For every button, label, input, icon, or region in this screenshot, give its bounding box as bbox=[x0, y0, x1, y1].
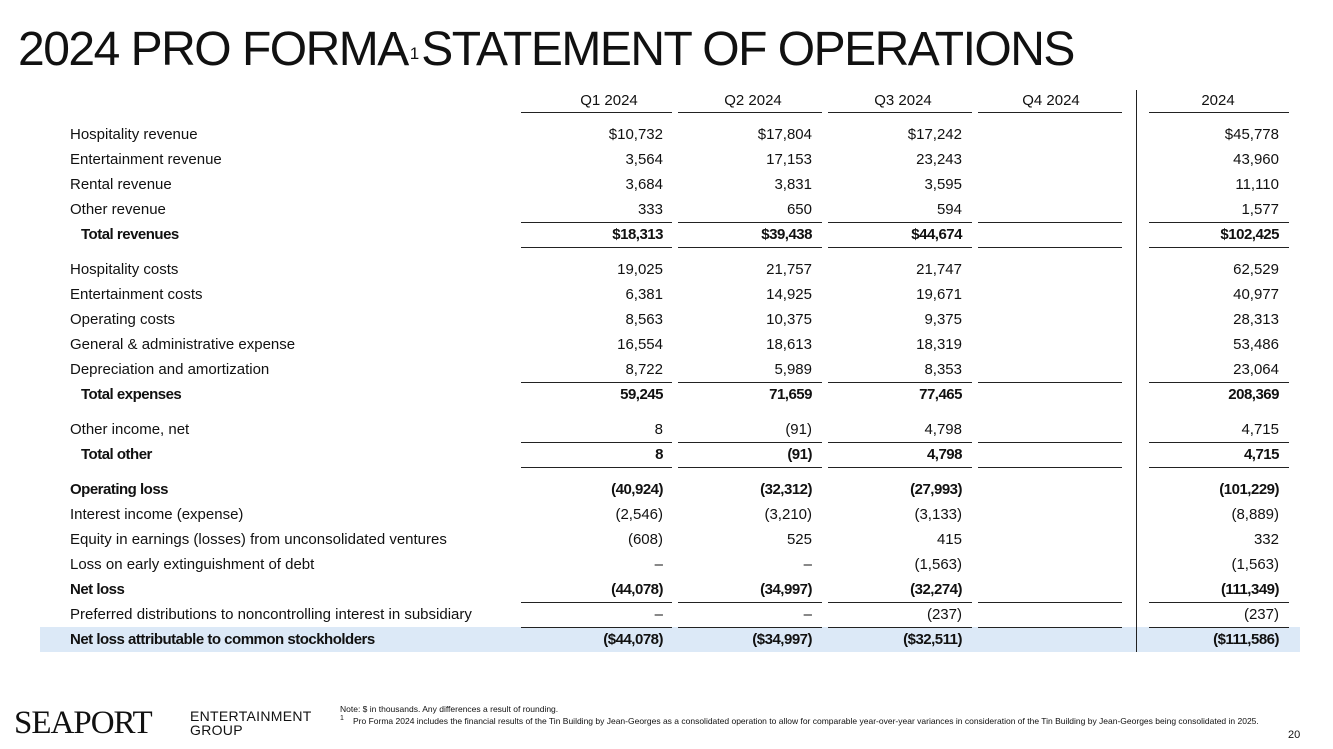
row-value-2024: (8,889) bbox=[1231, 506, 1279, 523]
row-value-q2-2024: $39,438 bbox=[761, 226, 812, 243]
row-value-q3-2024: 77,465 bbox=[919, 386, 962, 403]
column-header-2024: 2024 bbox=[1201, 92, 1235, 109]
subtotal-rule bbox=[678, 442, 822, 443]
row-value-2024: (237) bbox=[1243, 606, 1279, 623]
company-logo-subtitle bbox=[190, 709, 330, 737]
statement-row-total-expenses bbox=[0, 385, 1333, 409]
row-value-q2-2024: 525 bbox=[786, 531, 812, 548]
column-header-q2-2024: Q2 2024 bbox=[724, 92, 782, 109]
row-value-q3-2024: 19,671 bbox=[916, 286, 962, 303]
row-value-2024: 23,064 bbox=[1233, 361, 1279, 378]
company-logo: SEAPORT bbox=[14, 705, 152, 741]
subtotal-rule bbox=[521, 247, 672, 248]
row-value-q2-2024: 10,375 bbox=[766, 311, 812, 328]
row-value-q1-2024: 8,722 bbox=[625, 361, 663, 378]
row-value-2024: 1,577 bbox=[1241, 201, 1279, 218]
statement-row-rental-revenue bbox=[0, 175, 1333, 199]
row-label: Total revenues bbox=[81, 226, 179, 243]
row-value-q3-2024: (32,274) bbox=[910, 581, 962, 598]
statement-row-other-revenue bbox=[0, 200, 1333, 224]
row-value-q1-2024: $18,313 bbox=[612, 226, 663, 243]
row-value-q3-2024: (1,563) bbox=[914, 556, 962, 573]
subtotal-rule bbox=[521, 442, 672, 443]
row-value-q2-2024: 14,925 bbox=[766, 286, 812, 303]
subtotal-rule bbox=[828, 467, 972, 468]
row-value-q2-2024: (32,312) bbox=[760, 481, 812, 498]
title-footnote-marker: 1 bbox=[409, 44, 420, 63]
statement-row-operating-loss bbox=[0, 480, 1333, 504]
statement-row-net-loss bbox=[0, 580, 1333, 604]
row-value-q2-2024: – bbox=[803, 606, 812, 623]
statement-row-net-loss-attributable-to-common-stockholders bbox=[0, 630, 1333, 654]
row-label: Preferred distributions to noncontrolling interest in subsidiary bbox=[70, 606, 472, 623]
row-label: Operating costs bbox=[70, 311, 176, 328]
row-label: Net loss bbox=[70, 581, 125, 598]
row-value-q1-2024: 8 bbox=[655, 446, 663, 463]
statement-row-loss-on-early-extinguishment-of-debt bbox=[0, 555, 1333, 579]
row-value-2024: 53,486 bbox=[1233, 336, 1279, 353]
subtotal-rule bbox=[828, 222, 972, 223]
subtotal-rule bbox=[678, 222, 822, 223]
subtotal-rule bbox=[1149, 222, 1289, 223]
row-value-2024: (101,229) bbox=[1219, 481, 1279, 498]
statement-row-total-other bbox=[0, 445, 1333, 469]
row-value-2024: $102,425 bbox=[1220, 226, 1279, 243]
column-header-underline bbox=[828, 112, 972, 113]
row-value-q3-2024: 8,353 bbox=[924, 361, 962, 378]
subtotal-rule bbox=[678, 467, 822, 468]
row-value-q1-2024: (608) bbox=[627, 531, 663, 548]
logo-sub-line-1: ENTERTAINMENT bbox=[190, 708, 312, 724]
rounding-note: Note: $ in thousands. Any differences a result of rounding. bbox=[340, 704, 559, 714]
row-value-q1-2024: 8,563 bbox=[625, 311, 663, 328]
column-header-underline bbox=[1149, 112, 1289, 113]
subtotal-rule bbox=[1149, 382, 1289, 383]
row-value-q3-2024: 23,243 bbox=[916, 151, 962, 168]
subtotal-rule bbox=[828, 247, 972, 248]
row-value-q2-2024: 650 bbox=[786, 201, 812, 218]
row-value-q1-2024: – bbox=[654, 556, 663, 573]
footnote-text: Pro Forma 2024 includes the financial results of the Tin Building by Jean-Georges as a consolidated operation to allow for comparable year-over-year variances in consideration of the Tin Building by Jean-Georges being consolidated in 2025. bbox=[353, 716, 1259, 726]
row-value-q3-2024: $17,242 bbox=[907, 126, 962, 143]
row-value-q3-2024: ($32,511) bbox=[903, 631, 962, 648]
row-value-2024: $45,778 bbox=[1224, 126, 1279, 143]
subtotal-rule bbox=[678, 247, 822, 248]
row-value-2024: 208,369 bbox=[1228, 386, 1279, 403]
row-value-q1-2024: ($44,078) bbox=[603, 631, 663, 648]
row-label: Depreciation and amortization bbox=[70, 361, 270, 378]
row-value-2024: 40,977 bbox=[1233, 286, 1279, 303]
row-value-q2-2024: 17,153 bbox=[766, 151, 812, 168]
row-value-q3-2024: 4,798 bbox=[924, 421, 962, 438]
row-value-q1-2024: 8 bbox=[654, 421, 663, 438]
title-rest: STATEMENT OF OPERATIONS bbox=[421, 23, 1074, 76]
column-header-q4-2024: Q4 2024 bbox=[1022, 92, 1080, 109]
column-header-underline bbox=[978, 112, 1122, 113]
statement-row-entertainment-costs bbox=[0, 285, 1333, 309]
row-label: General & administrative expense bbox=[70, 336, 296, 353]
row-value-q3-2024: (237) bbox=[926, 606, 962, 623]
subtotal-rule bbox=[1149, 602, 1289, 603]
subtotal-rule bbox=[978, 602, 1122, 603]
subtotal-rule bbox=[1149, 442, 1289, 443]
row-value-q2-2024: $17,804 bbox=[757, 126, 812, 143]
row-value-q3-2024: (27,993) bbox=[910, 481, 962, 498]
subtotal-rule bbox=[1149, 627, 1289, 628]
row-label: Total other bbox=[81, 446, 152, 463]
statement-row-interest-income-expense bbox=[0, 505, 1333, 529]
row-value-q3-2024: 9,375 bbox=[924, 311, 962, 328]
row-label: Loss on early extinguishment of debt bbox=[70, 556, 315, 573]
row-label: Hospitality revenue bbox=[70, 126, 198, 143]
subtotal-rule bbox=[978, 222, 1122, 223]
row-value-q1-2024: (40,924) bbox=[611, 481, 663, 498]
subtotal-rule bbox=[978, 627, 1122, 628]
column-header-underline bbox=[678, 112, 822, 113]
row-value-q1-2024: (2,546) bbox=[615, 506, 663, 523]
row-value-2024: 43,960 bbox=[1233, 151, 1279, 168]
row-value-q1-2024: 3,684 bbox=[625, 176, 663, 193]
row-value-q3-2024: 594 bbox=[936, 201, 962, 218]
row-value-q2-2024: (34,997) bbox=[760, 581, 812, 598]
column-header-q3-2024: Q3 2024 bbox=[874, 92, 932, 109]
row-value-q2-2024: 18,613 bbox=[766, 336, 812, 353]
row-value-2024: (1,563) bbox=[1231, 556, 1279, 573]
statement-row-hospitality-costs bbox=[0, 260, 1333, 284]
row-value-q1-2024: 6,381 bbox=[625, 286, 663, 303]
row-label: Entertainment revenue bbox=[70, 151, 222, 168]
row-value-2024: 332 bbox=[1253, 531, 1279, 548]
row-value-q1-2024: – bbox=[654, 606, 663, 623]
subtotal-rule bbox=[978, 442, 1122, 443]
row-label: Net loss attributable to common stockholders bbox=[70, 631, 375, 648]
row-value-q2-2024: 3,831 bbox=[774, 176, 812, 193]
subtotal-rule bbox=[828, 382, 972, 383]
row-value-q3-2024: $44,674 bbox=[911, 226, 962, 243]
statement-row-equity-in-earnings-losses-from-unconsolidated-ventures bbox=[0, 530, 1333, 554]
subtotal-rule bbox=[521, 467, 672, 468]
row-value-q2-2024: – bbox=[803, 556, 812, 573]
column-header-underline bbox=[521, 112, 672, 113]
row-value-q2-2024: 21,757 bbox=[766, 261, 812, 278]
column-header-q1-2024: Q1 2024 bbox=[580, 92, 638, 109]
subtotal-rule bbox=[828, 602, 972, 603]
subtotal-rule bbox=[678, 382, 822, 383]
statement-row-hospitality-revenue bbox=[0, 125, 1333, 149]
row-value-q3-2024: 21,747 bbox=[916, 261, 962, 278]
row-value-q1-2024: (44,078) bbox=[611, 581, 663, 598]
subtotal-rule bbox=[521, 627, 672, 628]
statement-row-operating-costs bbox=[0, 310, 1333, 334]
subtotal-rule bbox=[828, 442, 972, 443]
statement-row-depreciation-and-amortization bbox=[0, 360, 1333, 384]
row-value-2024: 4,715 bbox=[1243, 446, 1279, 463]
row-value-2024: (111,349) bbox=[1220, 581, 1279, 598]
statement-row-general-administrative-expense bbox=[0, 335, 1333, 359]
row-value-q3-2024: 415 bbox=[936, 531, 962, 548]
subtotal-rule bbox=[828, 627, 972, 628]
row-value-2024: 4,715 bbox=[1241, 421, 1279, 438]
row-label: Other revenue bbox=[70, 201, 166, 218]
footnotes bbox=[340, 704, 1280, 726]
row-label: Total expenses bbox=[81, 386, 182, 403]
statement-row-other-income-net bbox=[0, 420, 1333, 444]
row-value-q1-2024: 19,025 bbox=[617, 261, 663, 278]
subtotal-rule bbox=[978, 247, 1122, 248]
subtotal-rule bbox=[521, 602, 672, 603]
row-value-q2-2024: 5,989 bbox=[774, 361, 812, 378]
pro-forma-footnote bbox=[340, 716, 1280, 726]
row-label: Rental revenue bbox=[70, 176, 172, 193]
subtotal-rule bbox=[1149, 247, 1289, 248]
row-label: Equity in earnings (losses) from unconsolidated ventures bbox=[70, 531, 447, 548]
row-value-q1-2024: 3,564 bbox=[625, 151, 663, 168]
row-value-q3-2024: 18,319 bbox=[916, 336, 962, 353]
row-value-q2-2024: ($34,997) bbox=[752, 631, 812, 648]
statement-row-entertainment-revenue bbox=[0, 150, 1333, 174]
row-value-q2-2024: 71,659 bbox=[769, 386, 812, 403]
row-value-q3-2024: 3,595 bbox=[924, 176, 962, 193]
subtotal-rule bbox=[1149, 467, 1289, 468]
row-label: Hospitality costs bbox=[70, 261, 179, 278]
row-label: Operating loss bbox=[70, 481, 169, 498]
footnote-marker: 1 bbox=[340, 715, 344, 722]
subtotal-rule bbox=[678, 627, 822, 628]
row-value-2024: 28,313 bbox=[1233, 311, 1279, 328]
page-number: 20 bbox=[1288, 729, 1301, 741]
logo-sub-line-2: GROUP bbox=[190, 722, 243, 738]
row-label: Entertainment costs bbox=[70, 286, 203, 303]
row-label: Interest income (expense) bbox=[70, 506, 244, 523]
statement-row-preferred-distributions-to-noncontrolling-interest-in-subsidiary bbox=[0, 605, 1333, 629]
row-value-2024: 62,529 bbox=[1233, 261, 1279, 278]
subtotal-rule bbox=[978, 467, 1122, 468]
row-value-q2-2024: (91) bbox=[787, 446, 812, 463]
title-main: 2024 PRO FORMA bbox=[18, 23, 408, 76]
row-value-q3-2024: 4,798 bbox=[926, 446, 962, 463]
row-value-q1-2024: 16,554 bbox=[617, 336, 663, 353]
row-value-q2-2024: (3,210) bbox=[764, 506, 812, 523]
row-label: Other income, net bbox=[70, 421, 190, 438]
row-value-q2-2024: (91) bbox=[785, 421, 812, 438]
subtotal-rule bbox=[678, 602, 822, 603]
row-value-q1-2024: 333 bbox=[637, 201, 663, 218]
statement-row-total-revenues bbox=[0, 225, 1333, 249]
row-value-2024: 11,110 bbox=[1235, 176, 1279, 193]
subtotal-rule bbox=[521, 222, 672, 223]
row-value-q3-2024: (3,133) bbox=[914, 506, 962, 523]
subtotal-rule bbox=[978, 382, 1122, 383]
row-value-2024: ($111,586) bbox=[1213, 631, 1279, 648]
row-value-q1-2024: 59,245 bbox=[620, 386, 663, 403]
subtotal-rule bbox=[521, 382, 672, 383]
row-value-q1-2024: $10,732 bbox=[608, 126, 663, 143]
